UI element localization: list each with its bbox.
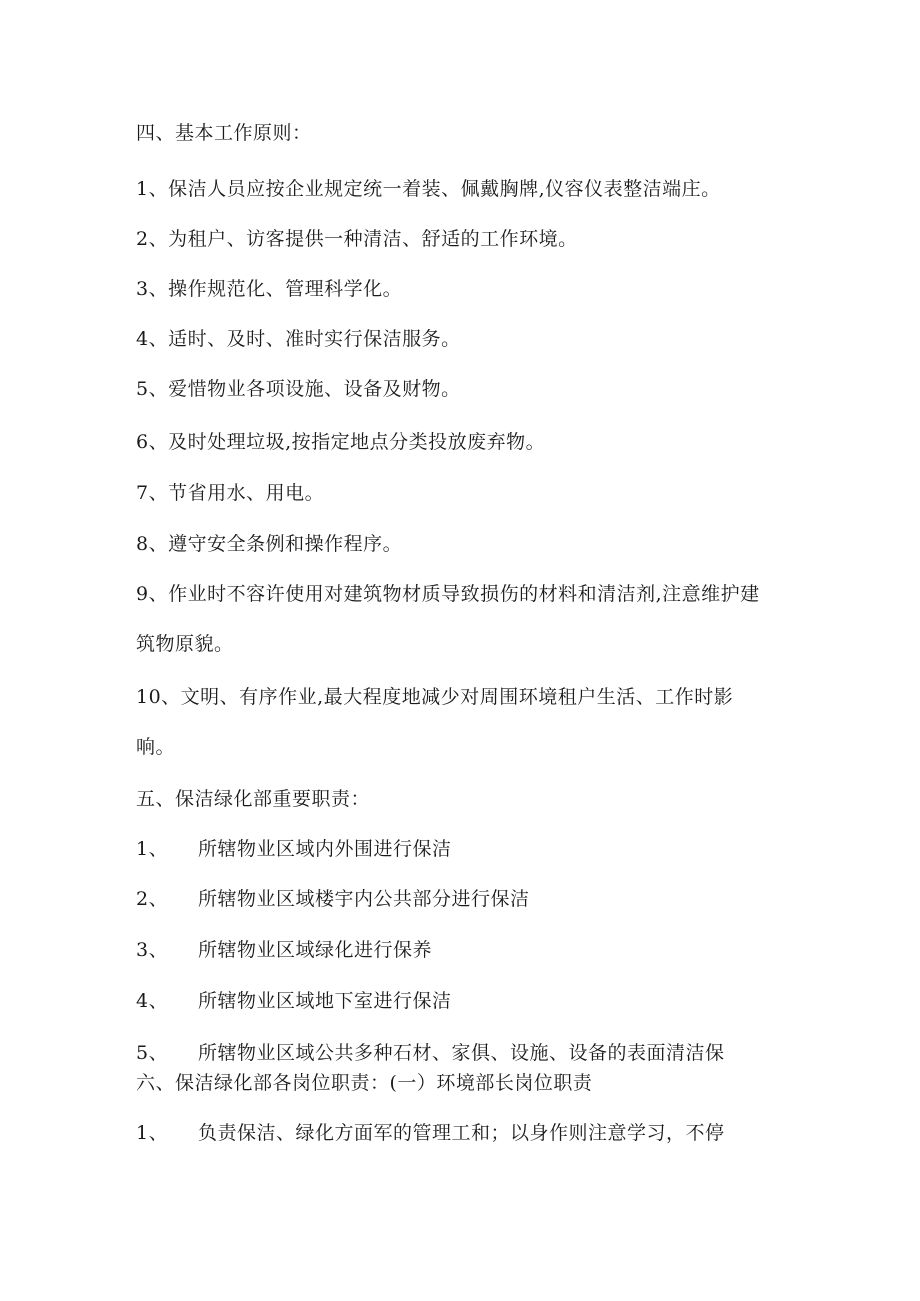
item-text: 所辖物业区域内外围进行保洁 xyxy=(198,838,452,860)
section5-item-4 xyxy=(136,989,452,1013)
item-text: 所辖物业区域绿化进行保养 xyxy=(198,939,433,961)
section4-item-3: 3、操作规范化、管理科学化。 xyxy=(136,278,403,300)
section5-heading: 五、保洁绿化部重要职责： xyxy=(136,788,371,810)
section4-item-4: 4、适时、及时、准时实行保洁服务。 xyxy=(136,328,461,350)
section4-item-5: 5、爱惜物业各项设施、设备及财物。 xyxy=(136,378,461,400)
section4-item-1: 1、保洁人员应按企业规定统一着装、佩戴胸牌,仪容仪表整洁端庄。 xyxy=(136,178,721,200)
section5-item-5 xyxy=(136,1041,725,1065)
item-number: 1、 xyxy=(136,838,169,860)
section4-item-8: 8、遵守安全条例和操作程序。 xyxy=(136,533,403,555)
item-number: 5、 xyxy=(136,1042,169,1064)
section4-item-9: 9、作业时不容许使用对建筑物材质导致损伤的材料和清洁剂,注意维护建 xyxy=(136,583,760,605)
item-number: 4、 xyxy=(136,990,169,1012)
item-number: 1、 xyxy=(136,1122,169,1144)
section4-heading: 四、基本工作原则： xyxy=(136,122,312,144)
section5-item-3 xyxy=(136,938,432,962)
item-text: 所辖物业区域地下室进行保洁 xyxy=(198,990,452,1012)
item-number: 3、 xyxy=(136,939,169,961)
item-text: 负责保洁、绿化方面军的管理工和；以身作则注意学习，不停 xyxy=(198,1122,725,1144)
item-text: 所辖物业区域公共多种石材、家俱、设施、设备的表面清洁保 xyxy=(198,1042,725,1064)
section4-item-9-cont: 筑物原貌。 xyxy=(136,633,234,655)
section6-heading: 六、保洁绿化部各岗位职责：(一）环境部长岗位职责 xyxy=(136,1072,593,1094)
section6-item-1 xyxy=(136,1121,725,1145)
item-text: 所辖物业区域楼宇内公共部分进行保洁 xyxy=(198,888,530,910)
section5-item-2 xyxy=(136,887,530,911)
section4-item-6: 6、及时处理垃圾,按指定地点分类投放废弃物。 xyxy=(136,431,546,453)
section4-item-10: 10、文明、有序作业,最大程度地减少对周围环境租户生活、工作时影 xyxy=(136,686,734,708)
section4-item-10-cont: 响。 xyxy=(136,736,176,758)
item-number: 2、 xyxy=(136,888,169,910)
section5-item-1 xyxy=(136,837,452,861)
section4-item-2: 2、为租户、访客提供一种清洁、舒适的工作环境。 xyxy=(136,228,578,250)
section4-item-7: 7、节省用水、用电。 xyxy=(136,482,325,504)
